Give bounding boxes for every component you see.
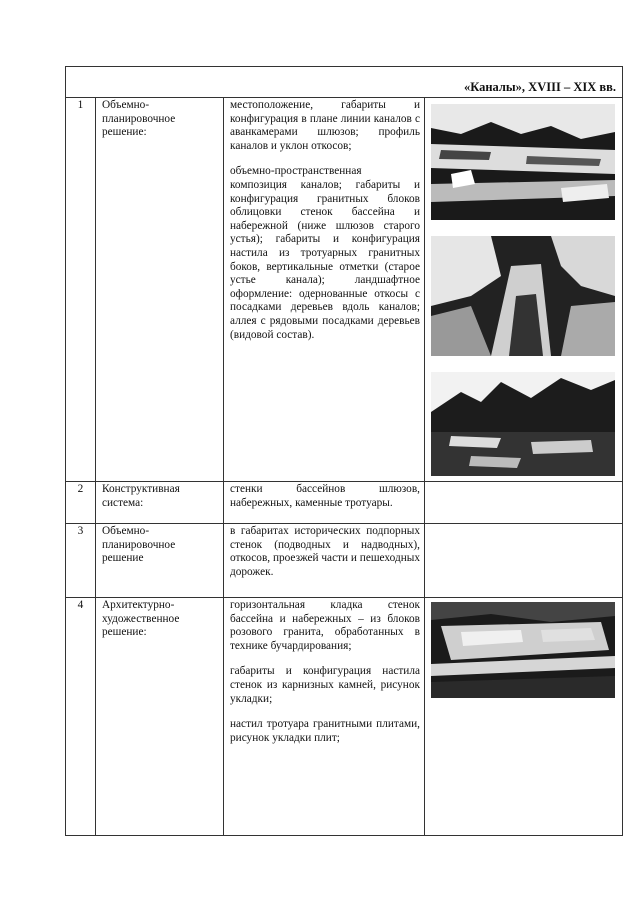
photo-cell <box>425 524 623 598</box>
table-row <box>66 482 623 524</box>
table-row <box>66 98 623 482</box>
feature-name: Объемно-планировочное решение <box>96 524 224 598</box>
table-row <box>66 524 623 598</box>
feature-description <box>224 598 425 836</box>
description-paragraph: в габаритах исторических подпорных стенок (подводных и надводных), откосов, проезжей части и пешеходных дорожек. <box>230 525 420 578</box>
embankment-photo <box>431 602 615 698</box>
feature-name: Архитектурно-художественное решение: <box>96 598 224 836</box>
row-number: 1 <box>66 98 96 482</box>
table-row <box>66 598 623 836</box>
canal-photo <box>431 104 615 220</box>
description-paragraph: настил тротуара гранитными плитами, рисунок укладки плит; <box>230 718 420 744</box>
canal-photo <box>431 372 615 476</box>
row-number: 4 <box>66 598 96 836</box>
feature-description <box>224 482 425 524</box>
feature-description <box>224 98 425 482</box>
canal-photo <box>431 236 615 356</box>
description-paragraph: стенки бассейнов шлюзов, набережных, каменные тротуары. <box>230 483 420 509</box>
description-paragraph: горизонтальная кладка стенок бассейна и набережных – из блоков розового гранита, обработанных в технике бучардирования; <box>230 599 420 652</box>
feature-description <box>224 524 425 598</box>
photo-cell <box>425 98 623 482</box>
description-paragraph: габариты и конфигурация настила стенок из карнизных камней, рисунок укладки; <box>230 665 420 705</box>
description-paragraph: объемно-пространственная композиция каналов; габариты и конфигурация гранитных блоков облицовки стенок бассейна и набережной (ниже шлюзов старого устья); габариты и конфигурация настила из тротуарных гранитных боков, вертикальные отметки (старое устье канала); ландшафтное оформление: одернованные откосы с посадками деревьев вдоль каналов; аллея с рядовыми посадками деревьев (видовой состав). <box>230 165 420 341</box>
description-paragraph: местоположение, габариты и конфигурация в плане линии каналов с аванкамерами шлюзов; профиль каналов и уклон откосов; <box>230 99 420 152</box>
row-number: 3 <box>66 524 96 598</box>
section-title-row <box>66 67 623 98</box>
feature-name: Объемно-планировочное решение: <box>96 98 224 482</box>
section-title: «Каналы», XVIII – XIX вв. <box>66 67 623 98</box>
photo-cell <box>425 598 623 836</box>
photo-cell <box>425 482 623 524</box>
feature-name: Конструктивная система: <box>96 482 224 524</box>
row-number: 2 <box>66 482 96 524</box>
canals-protection-table <box>65 66 623 836</box>
